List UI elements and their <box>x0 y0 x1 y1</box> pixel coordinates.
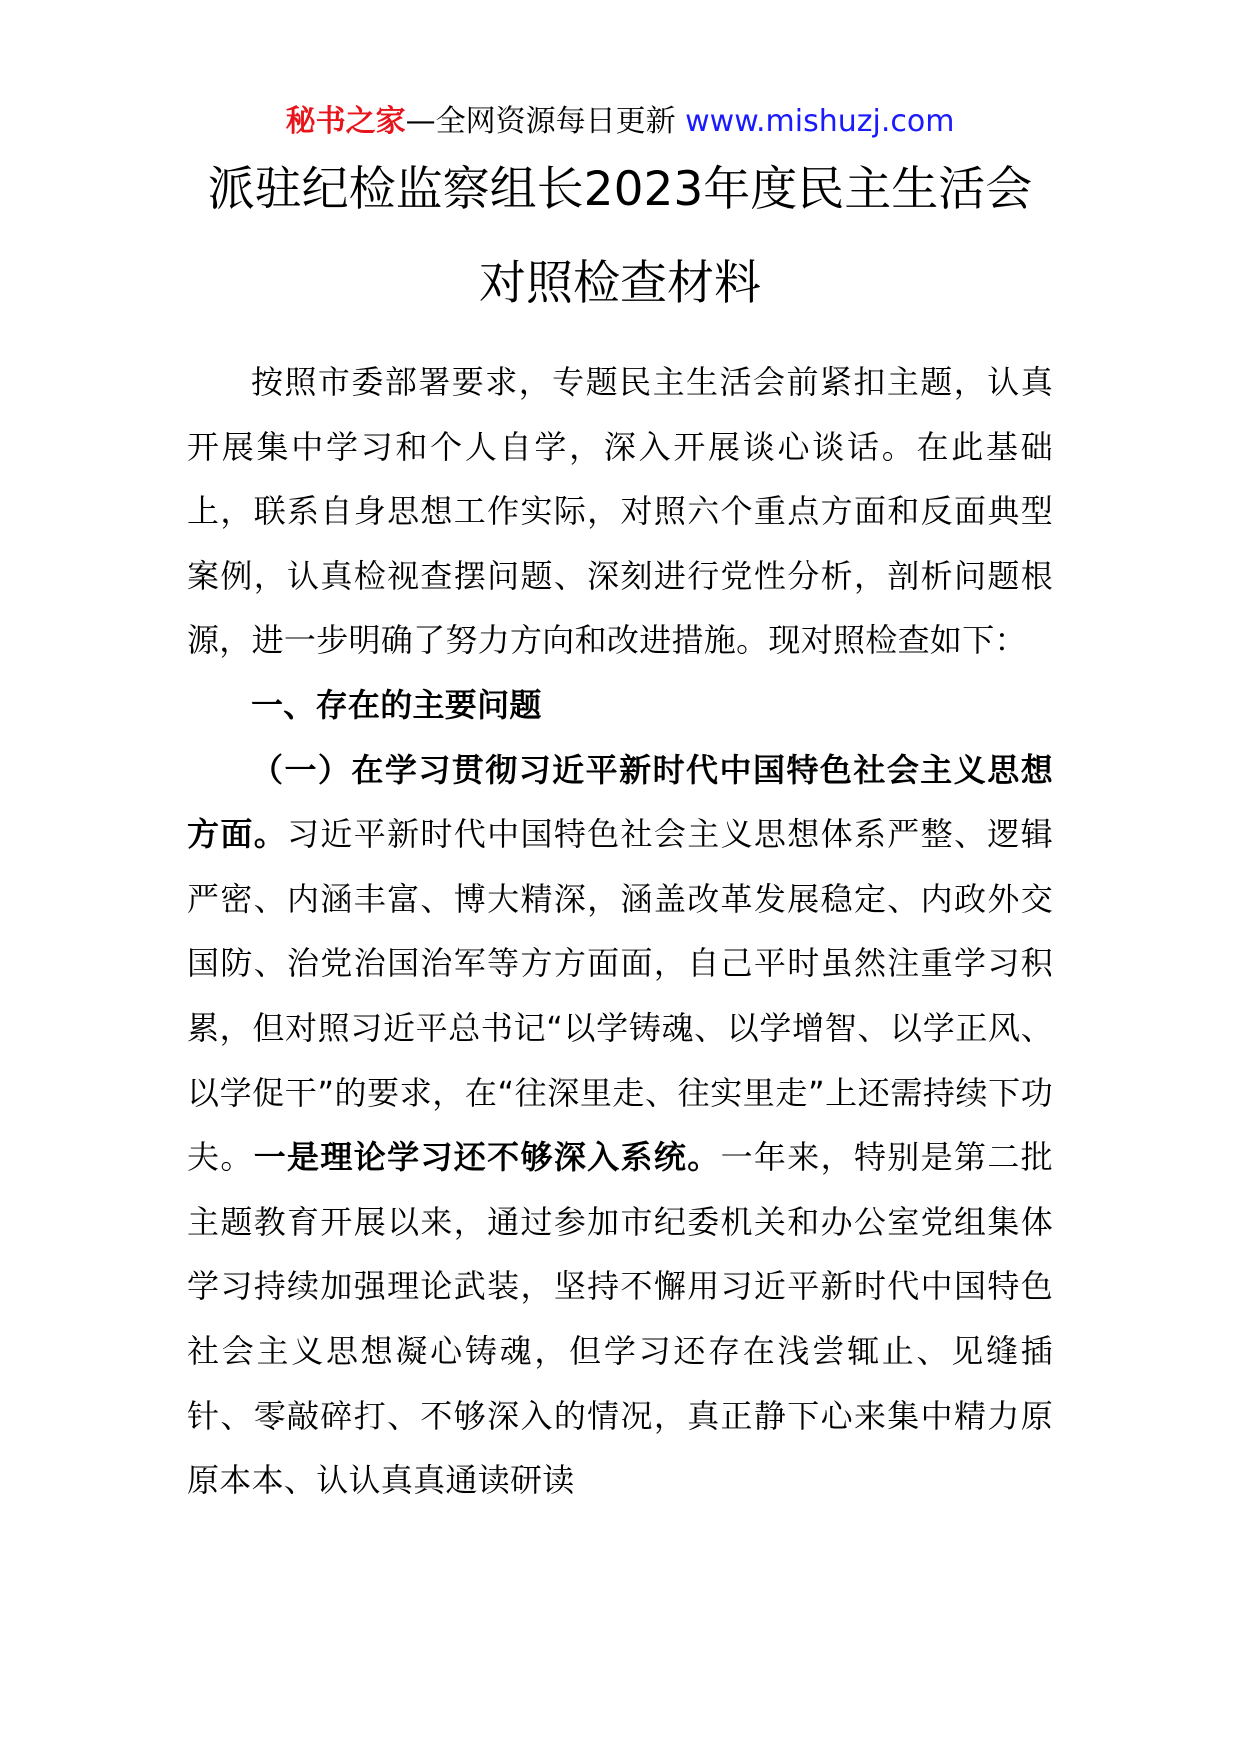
site-url-link[interactable]: www.mishuzj.com <box>685 104 955 139</box>
subsection-heading: （一）在学习贯彻习近平新时代中国特色社会主义思想方面。 <box>187 750 1053 854</box>
section-heading: 一、存在的主要问题 <box>251 685 542 724</box>
site-tagline: —全网资源每日更新 <box>405 104 686 139</box>
intro-paragraph: 按照市委部署要求，专题民主生活会前紧扣主题，认真开展集中学习和个人自学，深入开展谈心谈话。在此基础上，联系自身思想工作实际，对照六个重点方面和反面典型案例，认真检视查摆问题、深刻进行党性分析，剖析问题根源，进一步明确了努力方向和改进措施。现对照检查如下： <box>187 363 1053 660</box>
site-header <box>0 100 1240 144</box>
document-title-line-2: 对照检查材料 <box>479 256 761 311</box>
subsection-paragraph <box>187 738 1053 1513</box>
site-brand: 秘书之家 <box>285 104 406 139</box>
document-body <box>187 350 1053 1513</box>
point-heading: 一是理论学习还不够深入系统。 <box>253 1138 721 1177</box>
subsection-text-a: 习近平新时代中国特色社会主义思想体系严整、逻辑严密、内涵丰富、博大精深，涵盖改革发展稳定、内政外交国防、治党治国治军等方方面面，自己平时虽然注重学习积累，但对照习近平总书记“以学铸魂、以学增智、以学正风、以学促干”的要求，在“往深里走、往实里走”上还需持续下功夫。 <box>187 815 1053 1177</box>
document-title-line-1: 派驻纪检监察组长2023年度民主生活会 <box>207 162 1033 217</box>
subsection-text-b: 一年来，特别是第二批主题教育开展以来，通过参加市纪委机关和办公室党组集体学习持续加强理论武装，坚持不懈用习近平新时代中国特色社会主义思想凝心铸魂，但学习还存在浅尝辄止、见缝插针、零敲碎打、不够深入的情况，真正静下心来集中精力原原本本、认认真真通读研读 <box>187 1138 1053 1500</box>
